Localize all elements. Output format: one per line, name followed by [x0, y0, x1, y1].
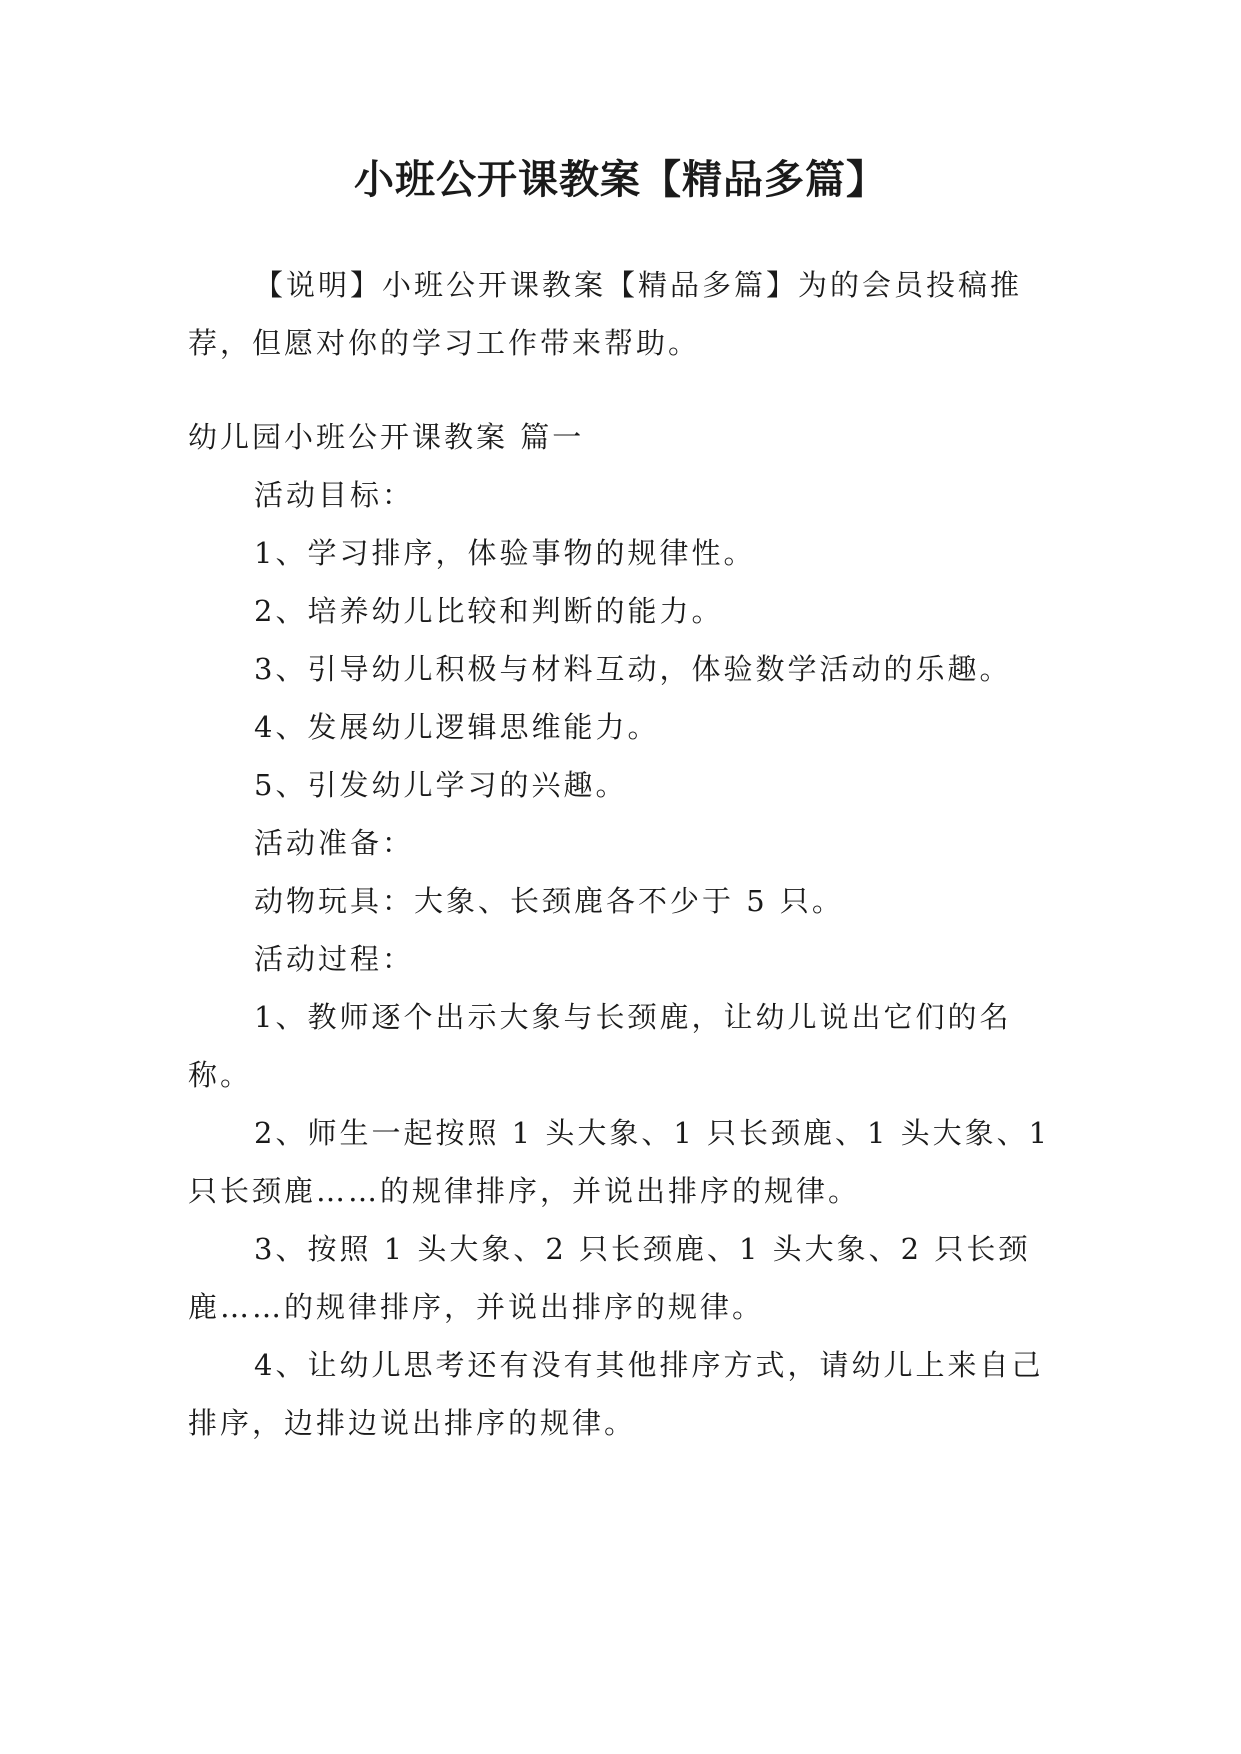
section-heading: 幼儿园小班公开课教案 篇一 [188, 420, 585, 454]
goal-item: 2、培养幼儿比较和判断的能力。 [254, 594, 724, 628]
intro-block [188, 256, 1054, 372]
goal-item: 4、发展幼儿逻辑思维能力。 [254, 710, 660, 744]
goal-item: 5、引发幼儿学习的兴趣。 [254, 768, 628, 802]
process-step: 2、师生一起按照 1 头大象、1 只长颈鹿、1 头大象、1 只长颈鹿……的规律排序，并说出排序的规律。 [188, 1116, 1051, 1208]
process-step: 4、让幼儿思考还有没有其他排序方式，请幼儿上来自己排序，边排边说出排序的规律。 [188, 1348, 1044, 1440]
goal-item: 3、引导幼儿积极与材料互动，体验数学活动的乐趣。 [254, 652, 1012, 686]
goals-heading: 活动目标： [254, 478, 415, 512]
prep-heading: 活动准备： [254, 826, 415, 860]
process-step: 1、教师逐个出示大象与长颈鹿，让幼儿说出它们的名称。 [188, 1000, 1012, 1092]
content-block [188, 408, 1054, 1452]
intro-paragraph: 【说明】小班公开课教案【精品多篇】为的会员投稿推荐，但愿对你的学习工作带来帮助。 [188, 268, 1023, 360]
goal-item: 1、学习排序，体验事物的规律性。 [254, 536, 756, 570]
document-title: 小班公开课教案【精品多篇】 [354, 156, 887, 203]
process-heading: 活动过程： [254, 942, 415, 976]
prep-text: 动物玩具：大象、长颈鹿各不少于 5 只。 [254, 884, 844, 918]
process-step: 3、按照 1 头大象、2 只长颈鹿、1 头大象、2 只长颈鹿……的规律排序，并说出排序的规律。 [188, 1232, 1031, 1324]
